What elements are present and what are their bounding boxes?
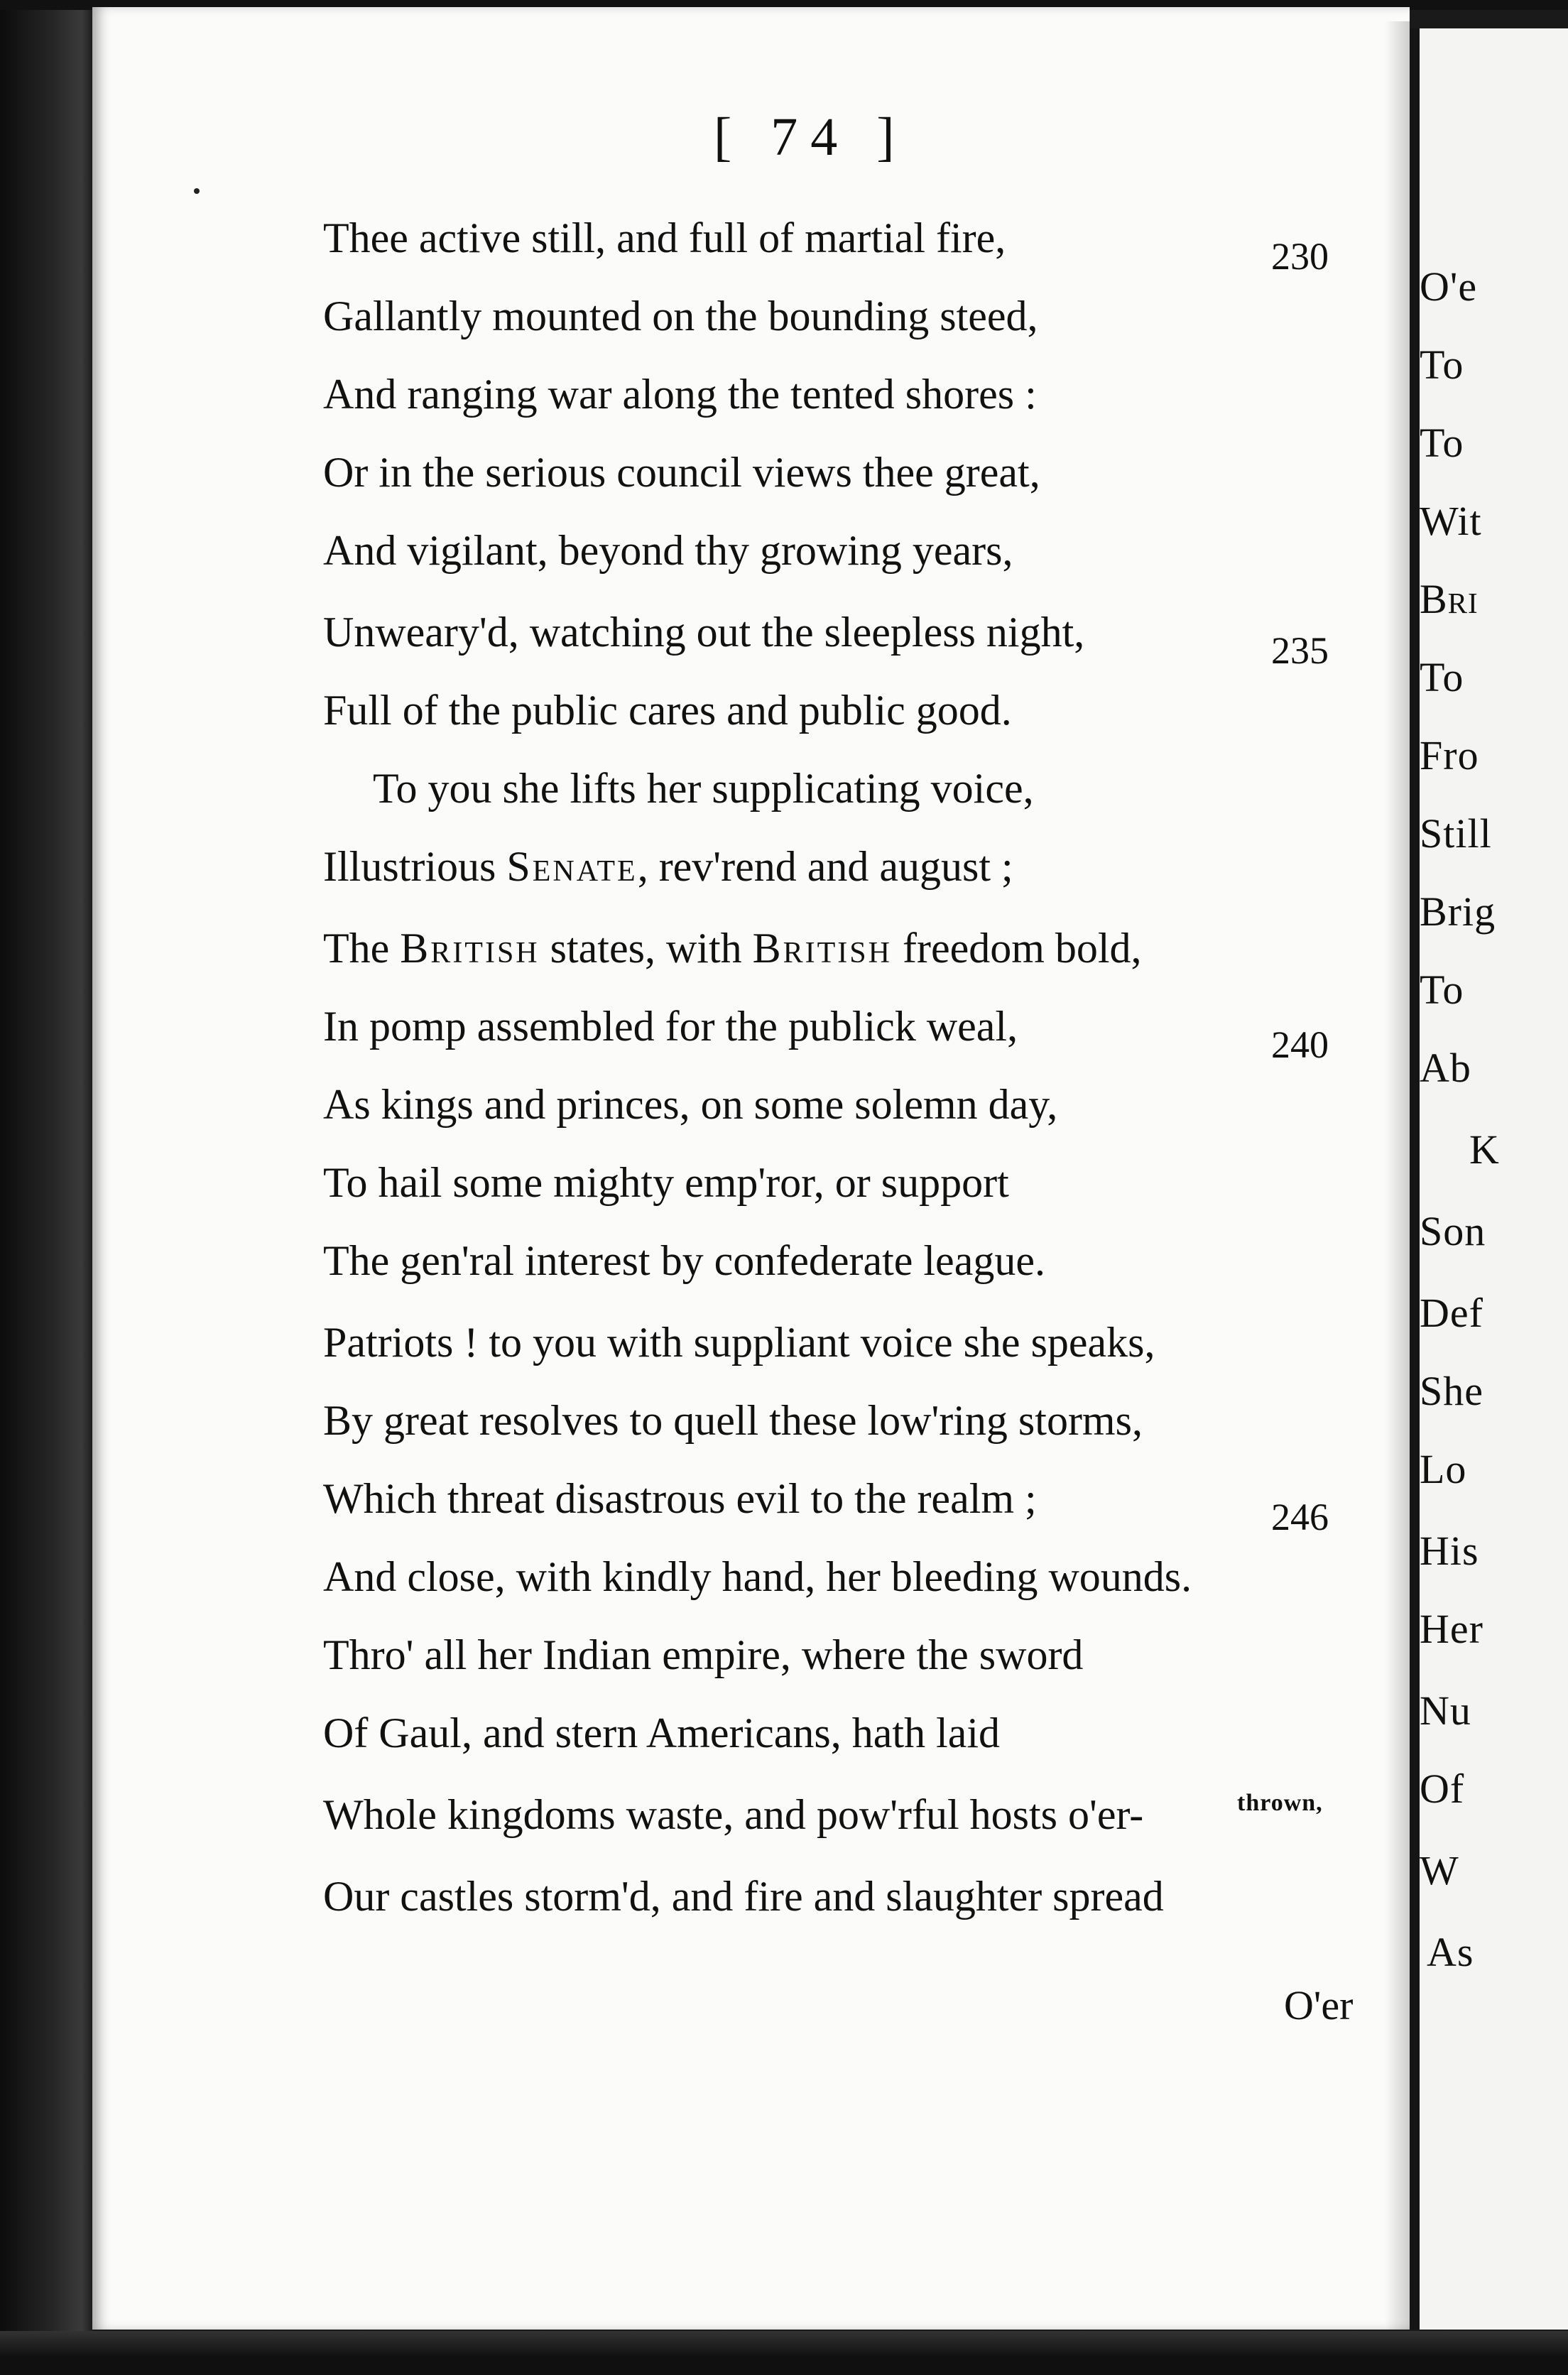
facing-line: Her [1420,1606,1483,1652]
verse-line: To you she lifts her supplicating voice, [373,765,1034,812]
verse-line: Or in the serious council views thee great, [323,449,1040,496]
verse-line: Our castles storm'd, and fire and slaughter spread [323,1873,1164,1920]
line-number: 240 [1271,1023,1329,1066]
facing-line: To [1420,420,1464,466]
verse-line [323,845,1013,888]
verse-line: And close, with kindly hand, her bleeding wounds. [323,1553,1192,1600]
page-divider [1410,28,1420,2330]
verse-text: freedom bold, [891,925,1142,972]
facing-line: Wit [1420,498,1482,544]
verse-line: As kings and princes, on some solemn day, [323,1081,1058,1128]
facing-line: Nu [1420,1688,1471,1734]
page-number: [ 74 ] [714,107,908,167]
verse-line: Of Gaul, and stern Americans, hath laid [323,1710,1001,1756]
facing-line: Brig [1420,888,1496,935]
verse-line: And vigilant, beyond thy growing years, [323,527,1013,574]
marginal-note: thrown, [1237,1790,1323,1816]
verse-text: The [323,925,401,972]
facing-line: K [1469,1126,1500,1173]
verse-line: In pomp assembled for the publick weal, [323,1003,1018,1050]
page-gutter-shadow [1385,21,1410,2330]
line-number: 235 [1271,629,1329,672]
facing-line: To [1420,967,1464,1013]
facing-line: W [1420,1847,1459,1893]
verse-line: Unweary'd, watching out the sleepless night, [323,609,1085,656]
facing-line: O'e [1420,263,1478,310]
facing-line: His [1420,1528,1479,1574]
line-number: 230 [1271,235,1329,278]
facing-line: Of [1420,1766,1465,1812]
verse-line: Which threat disastrous evil to the realm ; [323,1475,1037,1522]
verse-line: Thee active still, and full of martial fire, [323,214,1006,261]
scan-bottom-edge [0,2331,1568,2375]
verse-text: , rev'rend and august ; [637,843,1013,890]
facing-line: She [1420,1368,1483,1414]
facing-line: Bri [1420,576,1479,622]
verse-text: Illustrious [323,843,507,890]
catchword: O'er [1284,1982,1354,2028]
facing-line: As [1427,1929,1474,1975]
verse-line [323,925,1142,972]
verse-text: states, with [539,925,753,972]
small-caps-text: British [400,925,540,972]
facing-line: Still [1420,810,1492,857]
verse-line: Full of the public cares and public good. [323,687,1012,734]
facing-line: Lo [1420,1446,1467,1492]
verse-line: Whole kingdoms waste, and pow'rful hosts o'er- [323,1791,1144,1838]
verse-line: The gen'ral interest by confederate league. [323,1237,1045,1284]
scan-left-gutter [0,0,96,2375]
verse-line: To hail some mighty emp'ror, or support [323,1159,1009,1206]
line-number: 246 [1271,1496,1329,1538]
facing-page [1420,28,1568,2330]
verse-line: And ranging war along the tented shores : [323,371,1037,418]
facing-line: To [1420,342,1464,388]
facing-line: Son [1420,1208,1486,1254]
verse-line: By great resolves to quell these low'ring storms, [323,1397,1143,1444]
facing-line: Fro [1420,732,1479,778]
verse-line: Thro' all her Indian empire, where the sword [323,1631,1084,1678]
ink-speck [194,188,200,194]
small-caps-text: Senate [506,843,638,890]
facing-line: Ab [1420,1045,1471,1091]
verse-line: Patriots ! to you with suppliant voice she speaks, [323,1319,1155,1366]
verse-line: Gallantly mounted on the bounding steed, [323,293,1038,339]
small-caps-text: British [752,925,892,972]
facing-line: To [1420,654,1464,700]
facing-line: Def [1420,1290,1483,1336]
